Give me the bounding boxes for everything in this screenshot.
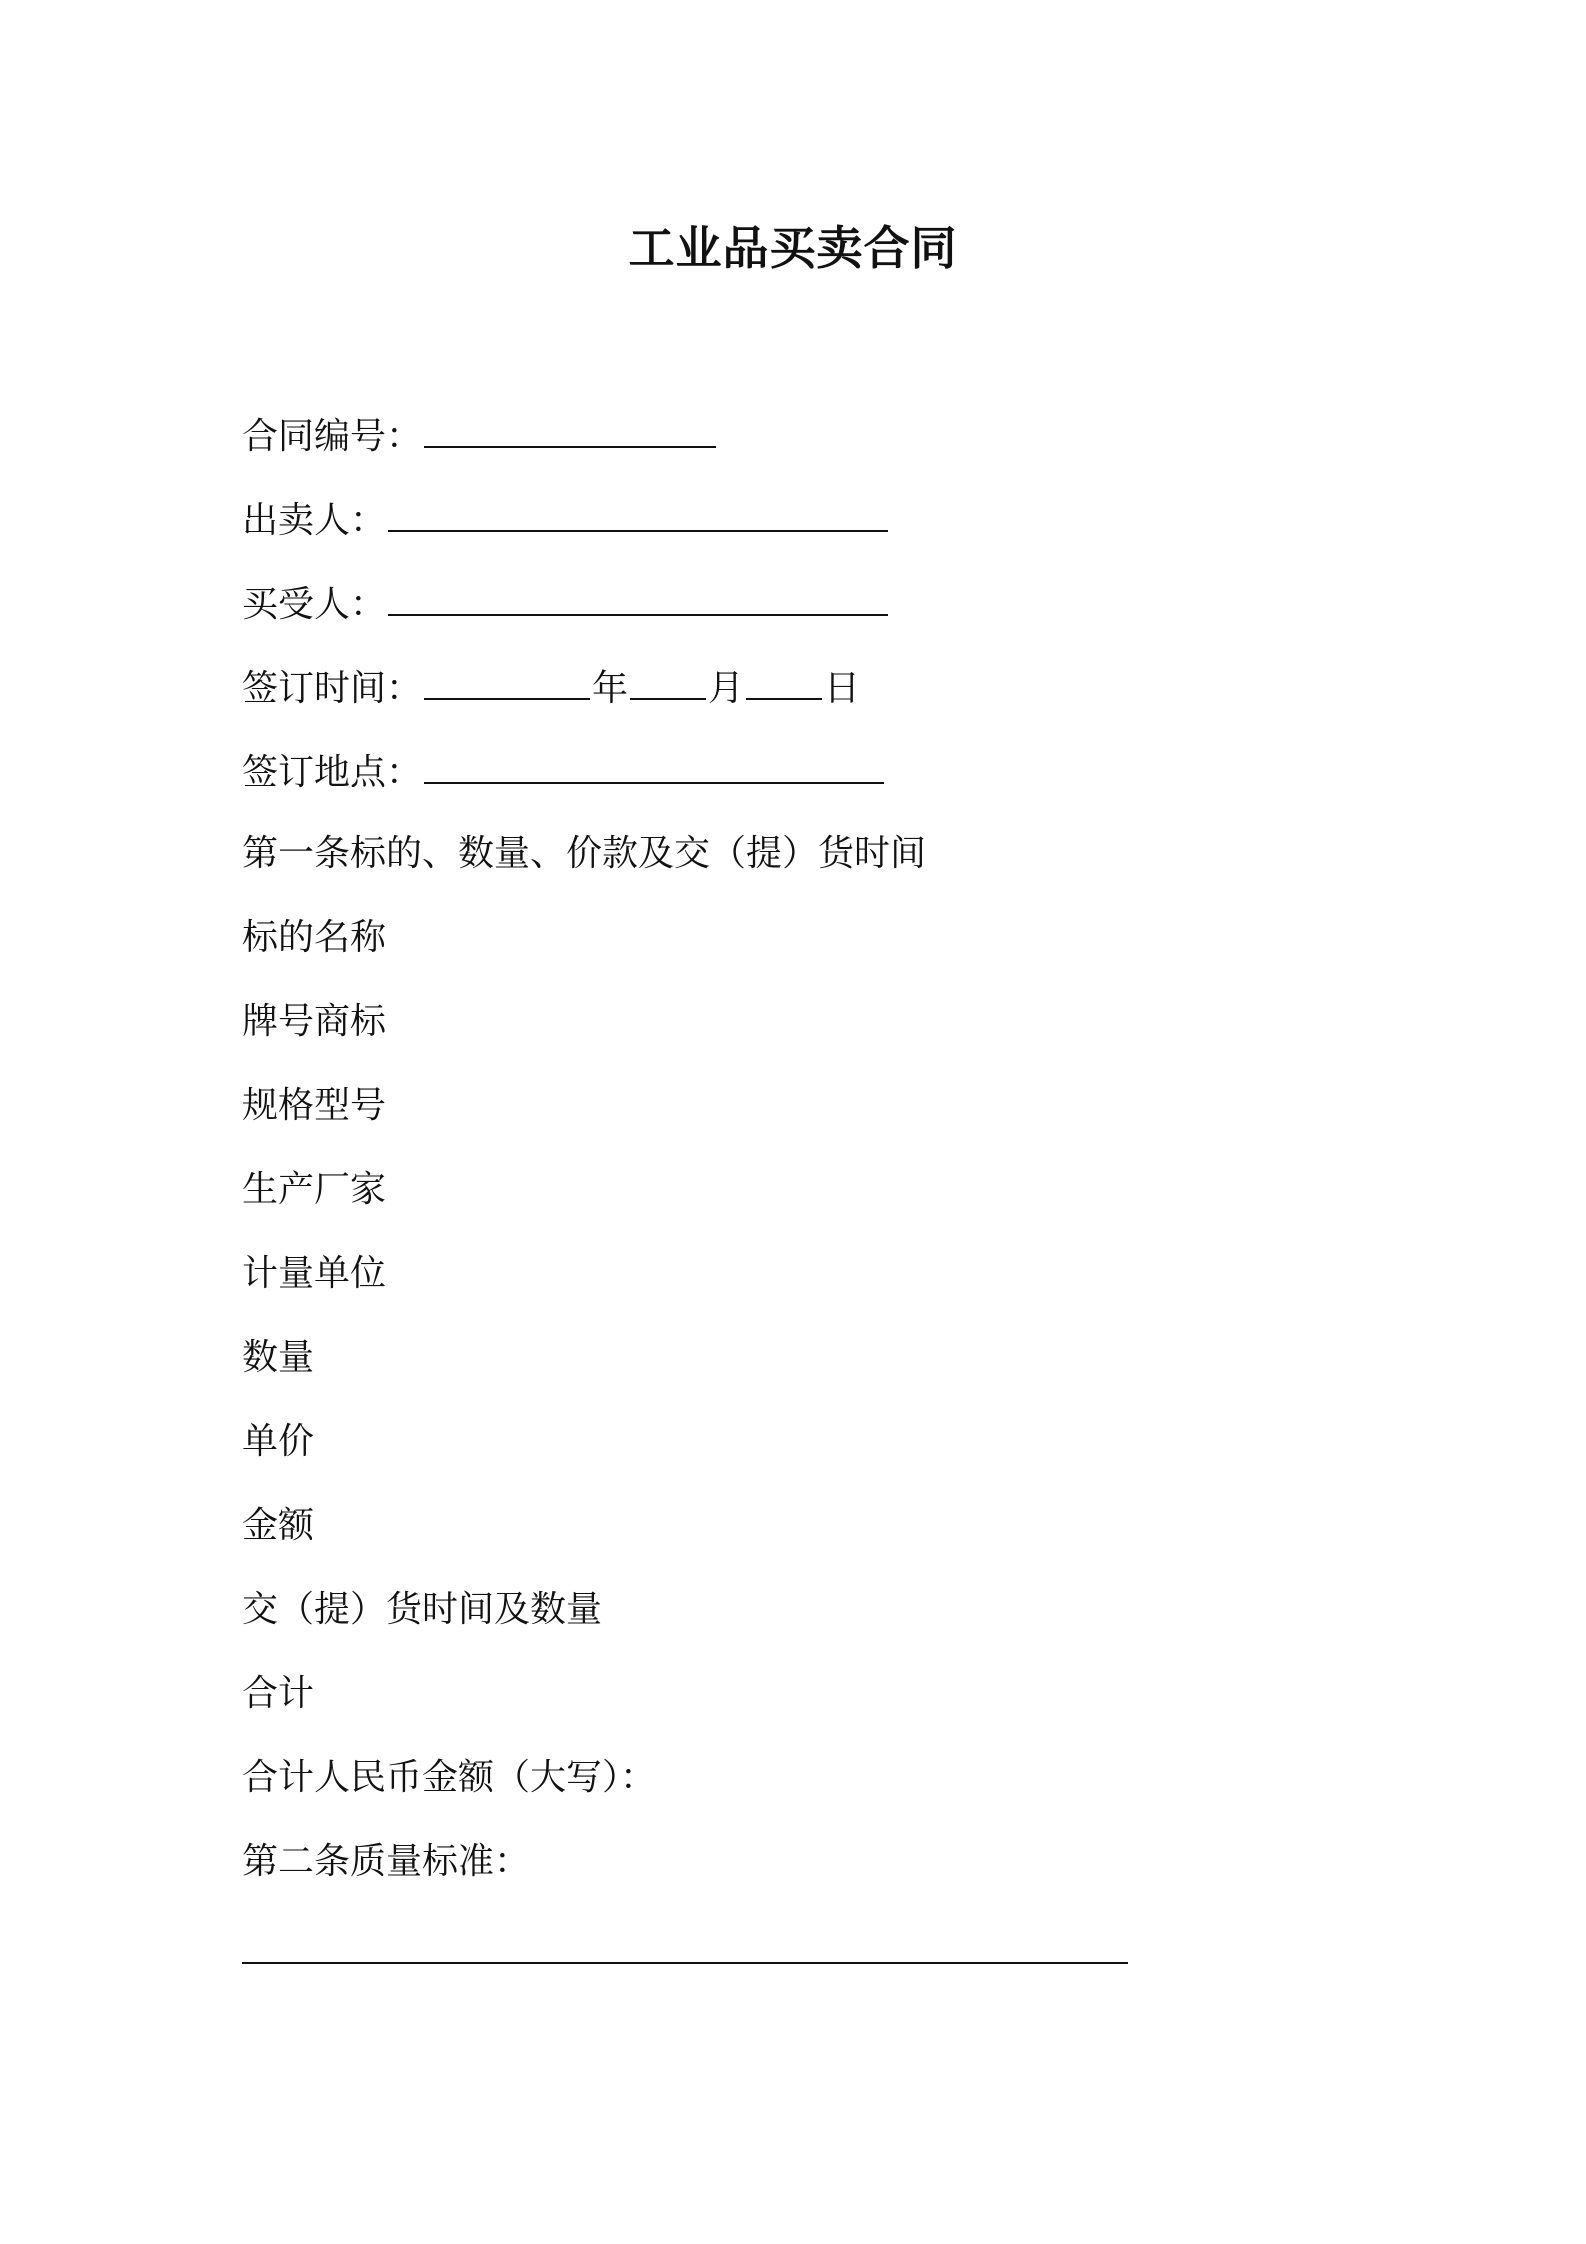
sign-place-label: 签订地点： xyxy=(242,752,423,793)
article-1-heading: 第一条标的、数量、价款及交（提）货时间 xyxy=(242,833,927,874)
sign-place-line xyxy=(242,740,1342,824)
item-line: 生产厂家 xyxy=(242,1169,387,1210)
item-line: 数量 xyxy=(242,1337,315,1378)
contract-number-blank[interactable] xyxy=(424,404,716,448)
item-line: 交（提）货时间及数量 xyxy=(242,1589,603,1630)
quality-standard-blank[interactable] xyxy=(242,1962,1128,1964)
contract-number-label: 合同编号： xyxy=(242,416,423,457)
contract-number-line xyxy=(242,404,1342,488)
year-label: 年 xyxy=(592,668,629,709)
day-blank[interactable] xyxy=(746,656,822,700)
sign-date-line xyxy=(242,656,1342,740)
month-blank[interactable] xyxy=(630,656,706,700)
item-line: 金额 xyxy=(242,1505,315,1546)
item-line: 单价 xyxy=(242,1421,315,1462)
document-title: 工业品买卖合同 xyxy=(628,221,958,275)
day-label: 日 xyxy=(824,668,861,709)
item-line: 合计 xyxy=(242,1673,315,1714)
seller-blank[interactable] xyxy=(388,488,888,532)
item-line: 规格型号 xyxy=(242,1085,387,1126)
item-line: 标的名称 xyxy=(242,917,387,958)
seller-label: 出卖人： xyxy=(242,500,387,541)
item-line: 牌号商标 xyxy=(242,1001,387,1042)
sign-place-blank[interactable] xyxy=(424,740,884,784)
seller-line xyxy=(242,488,1342,572)
document-body xyxy=(242,404,1342,1916)
buyer-line xyxy=(242,572,1342,656)
month-label: 月 xyxy=(708,668,745,709)
year-blank[interactable] xyxy=(424,656,590,700)
sign-date-label: 签订时间： xyxy=(242,668,423,709)
buyer-label: 买受人： xyxy=(242,584,387,625)
item-line: 合计人民币金额（大写）： xyxy=(242,1757,657,1798)
buyer-blank[interactable] xyxy=(388,572,888,616)
article-2-heading: 第二条质量标准： xyxy=(242,1841,531,1882)
item-line: 计量单位 xyxy=(242,1253,387,1294)
